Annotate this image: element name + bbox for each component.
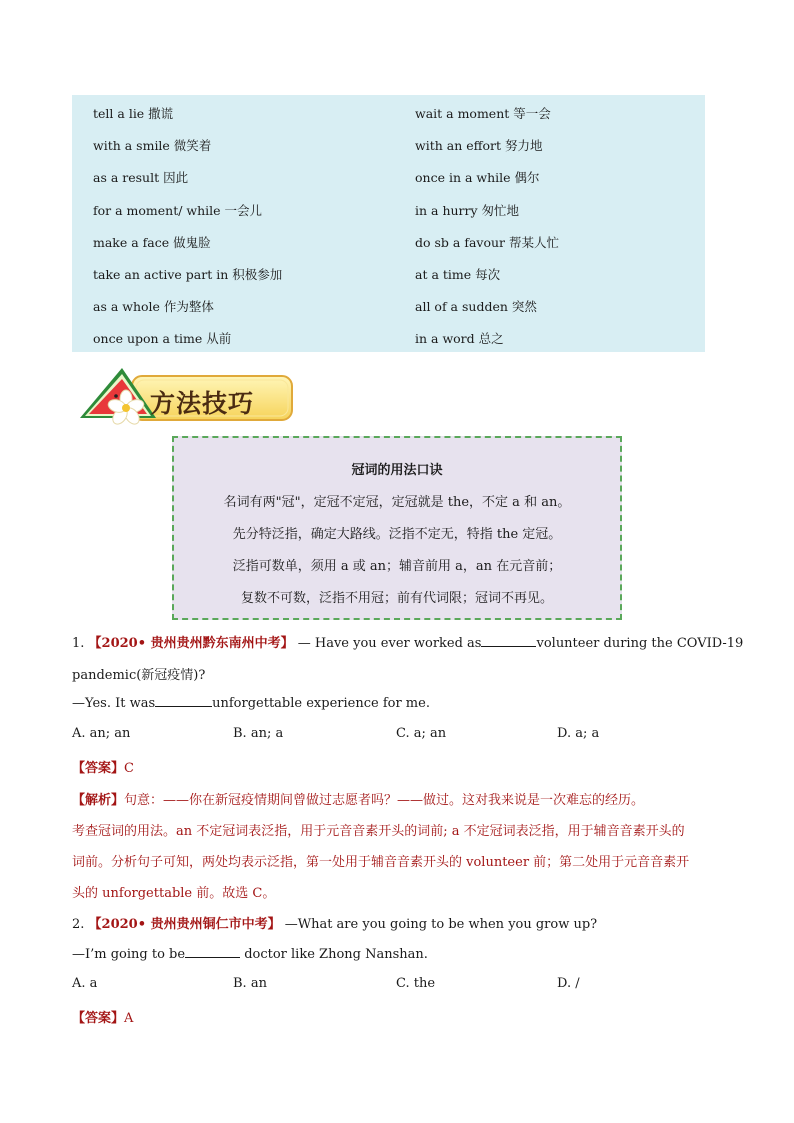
q2-answer-value: A xyxy=(124,1011,134,1026)
q1-answer xyxy=(72,757,134,776)
phrase-row xyxy=(72,128,705,160)
tips-line: 先分特泛指，确定大路线。泛指不定无，特指 the 定冠。 xyxy=(232,527,562,542)
q2-line1 xyxy=(72,913,597,932)
q1-line1 xyxy=(72,632,743,651)
q2-line2 xyxy=(72,945,428,962)
phrase-right: in a hurry 匆忙地 xyxy=(415,203,520,218)
tips-line: 泛指可数单，须用 a 或 an；辅音前用 a，an 在元音前； xyxy=(232,559,562,574)
q1-line2 xyxy=(72,694,430,711)
phrase-row xyxy=(72,96,705,128)
phrase-row xyxy=(72,225,705,257)
phrase-left: make a face 做鬼脸 xyxy=(93,235,211,250)
phrase-row xyxy=(72,160,705,192)
q1-analysis-text: 句意：——你在新冠疫情期间曾做过志愿者吗？——做过。这对我来说是一次难忘的经历。 xyxy=(124,793,645,808)
q1-analysis-4: 头的 unforgettable 前。故选 C。 xyxy=(72,886,276,901)
q2-text-c: doctor like Zhong Nanshan. xyxy=(240,947,428,962)
q1-analysis-tag: 【解析】 xyxy=(72,793,125,808)
q1-text-d: unforgettable experience for me. xyxy=(212,696,430,711)
q1-answer-tag: 【答案】 xyxy=(72,761,125,776)
phrase-row xyxy=(72,289,705,321)
q1-source: 【2020• 贵州贵州黔东南州中考】 xyxy=(88,636,294,651)
q1-blank-1 xyxy=(481,634,536,647)
q2-option-b: B. an xyxy=(233,976,267,991)
q2-blank xyxy=(185,945,240,958)
q2-option-c: C. the xyxy=(396,976,436,991)
q2-text-b: —I’m going to be xyxy=(72,947,186,962)
phrase-row xyxy=(72,257,705,289)
phrase-left: as a result 因此 xyxy=(93,170,189,185)
q1-option-a: A. an; an xyxy=(72,726,131,741)
q1-blank-2 xyxy=(155,694,212,707)
q1-analysis-2: 考查冠词的用法。an 不定冠词表泛指，用于元音音素开头的词前; a 不定冠词表泛指，用于辅音音素开头的 xyxy=(72,824,685,839)
q1-number: 1. xyxy=(72,636,85,651)
q2-text-a: —What are you going to be when you grow up? xyxy=(284,917,598,932)
tips-line: 复数不可数，泛指不用冠；前有代词限；冠词不再见。 xyxy=(240,591,553,606)
method-banner-title: 方法技巧 xyxy=(150,389,255,418)
q2-answer-tag: 【答案】 xyxy=(72,1011,125,1026)
phrase-left: with a smile 微笑着 xyxy=(93,138,212,153)
q1-answer-value: C xyxy=(124,761,134,776)
q1-text-b: volunteer during the COVID-19 xyxy=(536,636,744,651)
phrase-left: once upon a time 从前 xyxy=(93,331,232,346)
q1-option-c: C. a; an xyxy=(396,726,447,741)
phrase-right: with an effort 努力地 xyxy=(415,138,543,153)
phrase-left: as a whole 作为整体 xyxy=(93,299,214,314)
q2-option-d: D. / xyxy=(557,976,580,991)
phrase-right: at a time 每次 xyxy=(415,267,501,282)
phrase-table xyxy=(72,95,705,352)
q2-option-a: A. a xyxy=(72,976,98,991)
phrase-right: wait a moment 等一会 xyxy=(415,106,551,121)
q1-line1c: pandemic(新冠疫情)? xyxy=(72,668,206,683)
q1-analysis-3: 词前。分析句子可知，两处均表示泛指，第一处用于辅音音素开头的 volunteer 前；第二处用于元音音素开 xyxy=(72,855,690,870)
q1-text-c: —Yes. It was xyxy=(72,696,156,711)
phrase-right: all of a sudden 突然 xyxy=(415,299,537,314)
phrase-left: tell a lie 撒谎 xyxy=(93,106,174,121)
q1-option-b: B. an; a xyxy=(233,726,284,741)
q1-analysis-1 xyxy=(72,789,644,808)
tips-title: 冠词的用法口诀 xyxy=(351,463,443,478)
phrase-right: do sb a favour 帮某人忙 xyxy=(415,235,559,250)
phrase-right: once in a while 偶尔 xyxy=(415,170,540,185)
phrase-left: for a moment/ while 一会儿 xyxy=(93,203,263,218)
phrase-row xyxy=(72,193,705,225)
phrase-right: in a word 总之 xyxy=(415,331,504,346)
phrase-row xyxy=(72,321,705,353)
q1-text-a: — Have you ever worked as xyxy=(297,636,482,651)
q1-option-d: D. a; a xyxy=(557,726,600,741)
q2-answer xyxy=(72,1007,133,1026)
phrase-left: take an active part in 积极参加 xyxy=(93,267,283,282)
q2-number: 2. xyxy=(72,917,85,932)
tips-line: 名词有两"冠"，定冠不定冠，定冠就是 the，不定 a 和 an。 xyxy=(223,495,571,510)
tips-box xyxy=(172,436,622,620)
q2-source: 【2020• 贵州贵州铜仁市中考】 xyxy=(88,917,281,932)
